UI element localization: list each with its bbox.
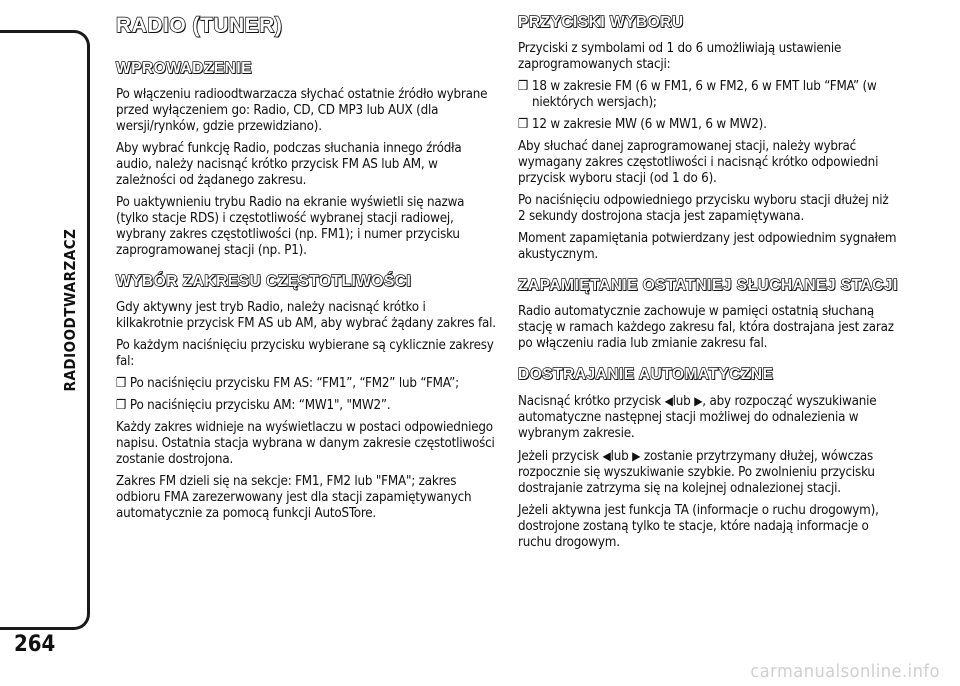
left-arrow-icon: ◀ bbox=[664, 394, 673, 408]
page-title: RADIO (TUNER) bbox=[116, 14, 283, 37]
sidebar bbox=[0, 0, 100, 686]
paragraph: Moment zapamiętania potwierdzany jest odpowiednim sygnałem akustycznym. bbox=[518, 231, 897, 262]
paragraph: Jeżeli aktywna jest funkcja TA (informacje o ruchu drogowym), dostrojone zostaną tylko te stacje, które nadają informacje o ruchu drogowym. bbox=[518, 503, 879, 550]
right-arrow-icon: ▶ bbox=[694, 394, 703, 408]
list-item: ❒ Po naciśnięciu przycisku FM AS: “FM1”, “FM2” lub “FMA”; bbox=[116, 376, 459, 391]
watermark: carmanualsonline.info bbox=[750, 661, 940, 682]
list-item: ❒ 18 w zakresie FM (6 w FM1, 6 w FM2, 6 w FMT lub “FMA” (w niektórych wersjach); bbox=[518, 79, 877, 110]
paragraph: Po każdym naciśnięciu przycisku wybierane są cyklicznie zakresy fal: bbox=[116, 338, 494, 369]
paragraph: Po włączeniu radioodtwarzacza słychać ostatnie źródło wybrane przed wyłączeniem go: Radio, CD, CD MP3 lub AUX (dla wersji/rynków, gdzie przewidziano). bbox=[116, 87, 488, 134]
heading-last-station-memory: ZAPAMIĘTANIE OSTATNIEJ SŁUCHANEJ STACJI bbox=[518, 277, 898, 294]
checkbox-bullet-icon: ❒ bbox=[116, 398, 127, 413]
paragraph: Gdy aktywny jest tryb Radio, należy nacisnąć krótko i kilkakrotnie przycisk FM AS ub AM, aby wybrać żądany zakres fal. bbox=[116, 300, 496, 331]
left-arrow-icon: ◀ bbox=[602, 449, 611, 463]
list-item: ❒ 12 w zakresie MW (6 w MW1, 6 w MW2). bbox=[518, 117, 767, 132]
paragraph: Nacisnąć krótko przycisk ◀lub ▶, aby rozpocząć wyszukiwanie automatyczne następnej stacji możliwej do odnalezienia w wybranym zakresie. bbox=[518, 394, 877, 441]
heading-preset-buttons: PRZYCISKI WYBORU bbox=[518, 14, 684, 31]
paragraph: Radio automatycznie zachowuje w pamięci ostatnią słuchaną stację w ramach każdego zakresu fal, która dostrajana jest zaraz po włączeniu radia lub zmianie zakresu fal. bbox=[518, 304, 894, 351]
page-number: 264 bbox=[14, 632, 56, 657]
paragraph: Po uaktywnieniu trybu Radio na ekranie wyświetli się nazwa (tylko stacje RDS) i częstotliwość wybranej stacji radiowej, wybrany zakres częstotliwości (np. FM1); i numer przycisku zaprogramowanej stacji (np. P1). bbox=[116, 195, 465, 258]
paragraph: Każdy zakres widnieje na wyświetlaczu w postaci odpowiedniego napisu. Ostatnia stacja wybrana w danym zakresie częstotliwości zostanie dostrojona. bbox=[116, 420, 495, 467]
heading-intro: WPROWADZENIE bbox=[116, 60, 253, 77]
paragraph: Po naciśnięciu odpowiedniego przycisku wyboru stacji dłużej niż 2 sekundy dostrojona stacja jest zapamiętywana. bbox=[518, 193, 889, 224]
heading-auto-tuning: DOSTRAJANIE AUTOMATYCZNE bbox=[518, 366, 774, 383]
paragraph: Aby wybrać funkcję Radio, podczas słuchania innego źródła audio, należy nacisnąć krótko przycisk FM AS lub AM, w zależności od żądanego zakresu. bbox=[116, 141, 462, 188]
paragraph: Zakres FM dzieli się na sekcje: FM1, FM2 lub "FMA"; zakres odbioru FMA zarezerwowany jest dla stacji zapamiętywanych automatycznie za pomocą funkcji AutoSTore. bbox=[116, 474, 472, 521]
checkbox-bullet-icon: ❒ bbox=[518, 117, 529, 132]
paragraph: Przyciski z symbolami od 1 do 6 umożliwiają ustawienie zaprogramowanych stacji: bbox=[518, 41, 842, 72]
list-item: ❒ Po naciśnięciu przycisku AM: “MW1", "MW2”. bbox=[116, 398, 391, 413]
paragraph: Jeżeli przycisk ◀lub ▶ zostanie przytrzymany dłużej, wówczas rozpocznie się wyszukiwanie szybkie. Po zwolnieniu przycisku dostrajanie zatrzyma się na kolejnej odnalezionej stacji. bbox=[518, 449, 875, 496]
right-column bbox=[518, 14, 898, 557]
checkbox-bullet-icon: ❒ bbox=[116, 376, 127, 391]
section-label: RADIOODTWARZACZ bbox=[61, 228, 79, 392]
checkbox-bullet-icon: ❒ bbox=[518, 79, 529, 94]
heading-band-selection: WYBÓR ZAKRESU CZĘSTOTLIWOŚCI bbox=[116, 273, 412, 290]
right-arrow-icon: ▶ bbox=[632, 449, 641, 463]
left-column bbox=[116, 14, 496, 528]
paragraph: Aby słuchać danej zaprogramowanej stacji, należy wybrać wymagany zakres częstotliwości i nacisnąć krótko odpowiedni przycisk wyboru stacji (od 1 do 6). bbox=[518, 139, 879, 186]
